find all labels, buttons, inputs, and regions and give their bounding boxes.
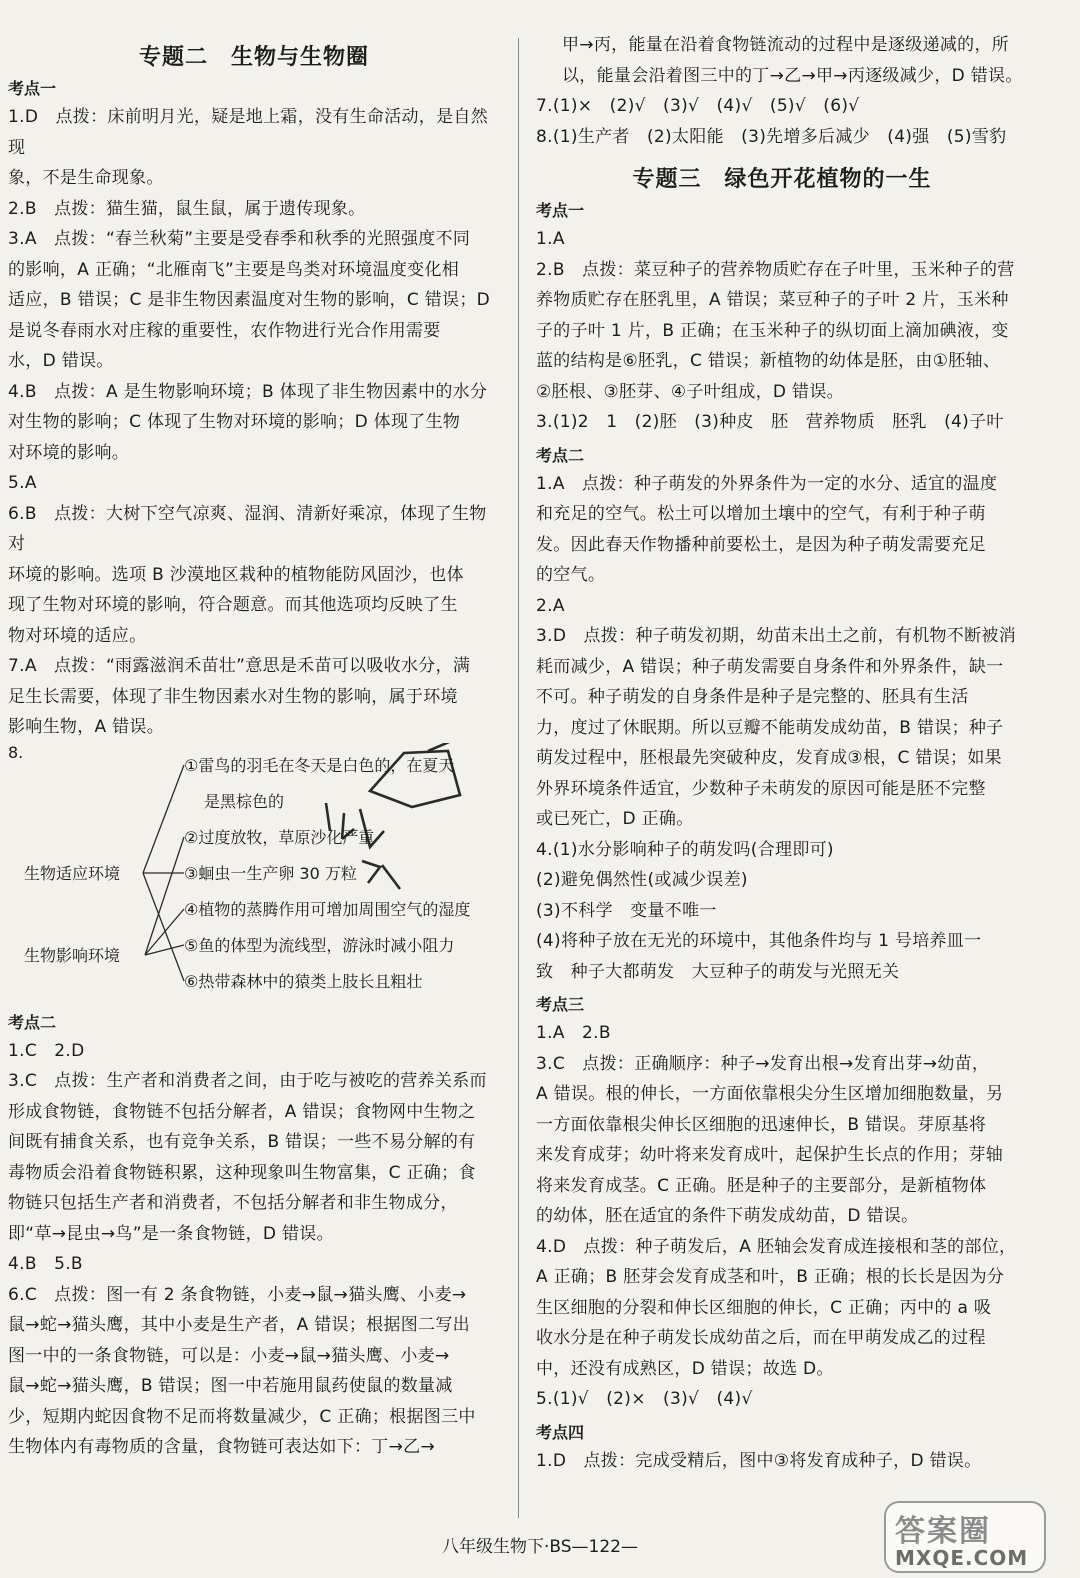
heading-kaodian-4: 考点四 (536, 1422, 585, 1442)
watermark-logo (855, 1500, 1055, 1575)
answer-line: 图一中的一条食物链，可以是：小麦→鼠→猫头鹰、小麦→ (8, 1345, 450, 1366)
heading-kaodian-2: 考点二 (8, 1012, 57, 1032)
answer-line: 少，短期内蛇因食物不足而将数量减少，C 正确；根据图三中 (8, 1406, 476, 1427)
watermark-text-top: 答案圈 (895, 1514, 991, 1549)
answer-line: 将来发育成茎。C 正确。胚是种子的主要部分，是新植物体 (536, 1175, 987, 1196)
answer-line: 5.(1)√ (2)× (3)√ (4)√ (536, 1389, 753, 1409)
answer-line: 以，能量会沿着图三中的丁→乙→甲→丙逐级减少，D 错误。 (562, 65, 1023, 86)
answer-line: 对环境的影响。 (8, 442, 130, 463)
q8-matching-diagram (8, 743, 500, 1005)
watermark-text-bottom: MXQE.COM (895, 1546, 1029, 1570)
page-footer: 八年级生物下·BS—122— (441, 1537, 638, 1557)
answer-line: 耗而减少，A 错误；种子萌发需要自身条件和外界条件，缺一 (536, 656, 1004, 677)
answer-line: ②胚根、③胚芽、④子叶组成，D 错误。 (536, 381, 844, 402)
answer-line: 收水分是在种子萌发长成幼苗之后，而在甲萌发成乙的过程 (536, 1328, 986, 1348)
answer-line: 形成食物链，食物链不包括分解者，A 错误；食物网中生物之 (8, 1101, 476, 1122)
answer-line: 1.A (536, 229, 565, 249)
answer-line: 2.B 点拨：猫生猫，鼠生鼠，属于遗传现象。 (8, 198, 366, 219)
answer-line: 物对环境的适应。 (8, 625, 147, 646)
answer-line: 中，还没有成熟区，D 错误；故选 D。 (536, 1358, 834, 1379)
answer-line: 物链只包括生产者和消费者，不包括分解者和非生物成分， (8, 1193, 458, 1213)
answer-line: 子的子叶 1 片，B 正确；在玉米种子的纵切面上滴加碘液，变 (536, 320, 1009, 341)
left-column (8, 30, 500, 1463)
answer-line: 养物质贮存在胚乳里，A 错误；菜豆种子的子叶 2 片，玉米种 (536, 290, 1009, 310)
answer-line: 蓝的结构是⑥胚乳，C 错误；新植物的幼体是胚，由①胚轴、 (536, 351, 1001, 371)
answer-line: (4)将种子放在无光的环境中，其他条件均与 1 号培养皿一 (536, 931, 982, 951)
answer-line: 是说冬春雨水对庄稼的重要性，农作物进行光合作用需要 (8, 320, 441, 341)
answer-line: 和充足的空气。松土可以增加土壤中的空气，有利于种子萌 (536, 504, 986, 524)
q8-item-1-cont: 是黑棕色的 (204, 791, 285, 811)
answer-line: 不可。种子萌发的自身条件是种子是完整的、胚具有生活 (536, 687, 969, 707)
answer-line: 1.D 点拨：床前明月光，疑是地上霜，没有生命活动，是自然现 (8, 107, 489, 158)
answer-line: 环境的影响。选项 B 沙漠地区栽种的植物能防风固沙，也体 (8, 564, 464, 585)
answer-line: 即“草→昆虫→鸟”是一条食物链，D 错误。 (8, 1223, 334, 1244)
answer-line: 外界环境条件适宜，少数种子未萌发的原因可能是胚不完整 (536, 778, 986, 799)
heading-kaodian-3: 考点三 (536, 995, 585, 1014)
answer-line: 发。因此春天作物播种前要松土，是因为种子萌发需要充足 (536, 534, 986, 555)
answer-line: 一方面依靠根尖伸长区细胞的迅速伸长，B 错误。芽原基将 (536, 1114, 987, 1135)
answer-line: 1.C 2.D (8, 1040, 85, 1061)
answer-line: 4.(1)水分影响种子的萌发吗(合理即可) (536, 839, 834, 860)
answer-line: 毒物质会沿着食物链积累，这种现象叫生物富集，C 正确；食 (8, 1162, 476, 1183)
answer-line: 6.B 点拨：大树下空气凉爽、湿润、清新好乘凉，体现了生物对 (8, 503, 487, 554)
right-column (536, 30, 1028, 1476)
answer-line: 足生长需要，体现了非生物因素水对生物的影响，属于环境 (8, 686, 458, 707)
answer-line: 8.(1)生产者 (2)太阳能 (3)先增多后减少 (4)强 (5)雪豹 (536, 126, 1007, 147)
answer-line: 6.C 点拨：图一有 2 条食物链，小麦→鼠→猫头鹰、小麦→ (8, 1284, 467, 1305)
answer-line: 1.A 2.B (536, 1023, 611, 1043)
answer-line: 7.(1)× (2)√ (3)√ (4)√ (5)√ (6)√ (536, 96, 860, 116)
answer-line: 适应，B 错误；C 是非生物因素温度对生物的影响，C 错误；D (8, 290, 491, 310)
answer-line: 的幼体，胚在适宜的条件下萌发成幼苗，D 错误。 (536, 1206, 919, 1226)
answer-line: 力，度过了休眠期。所以豆瓣不能萌发成幼苗，B 错误；种子 (536, 717, 1004, 738)
answer-line: 3.(1)2 1 (2)胚 (3)种皮 胚 营养物质 胚乳 (4)子叶 (536, 412, 1004, 432)
answer-line: 3.C 点拨：正确顺序：种子→发育出根→发育出芽→幼苗， (536, 1053, 990, 1074)
column-divider (518, 38, 519, 1518)
answer-line: (3)不科学 变量不唯一 (536, 900, 717, 921)
q8-item-2: ②过度放牧，草原沙化严重 (184, 827, 375, 847)
heading-kaodian-1: 考点一 (8, 79, 57, 98)
q8-category-adapt: 生物适应环境 (24, 863, 121, 883)
q8-item-5: ⑤鱼的体型为流线型，游泳时减小阻力 (184, 935, 455, 955)
answer-line: 的空气。 (536, 565, 606, 585)
answer-line: 5.A (8, 473, 37, 493)
answer-line: 水，D 错误。 (8, 351, 114, 371)
answer-line: 对生物的影响；C 体现了生物对环境的影响；D 体现了生物 (8, 412, 461, 432)
answer-line: 影响生物，A 错误。 (8, 717, 165, 737)
q8-category-affect: 生物影响环境 (24, 945, 121, 965)
answer-line: (2)避免偶然性(或减少误差) (536, 870, 748, 890)
answer-line: 2.B 点拨：菜豆种子的营养物质贮存在子叶里，玉米种子的营 (536, 259, 1015, 280)
answer-line: 间既有捕食关系，也有竞争关系，B 错误；一些不易分解的有 (8, 1132, 476, 1152)
section-title-3: 专题三 绿色开花植物的一生 (632, 166, 932, 192)
answer-line: 3.C 点拨：生产者和消费者之间，由于吃与被吃的营养关系而 (8, 1071, 487, 1091)
answer-line: 来发育成芽；幼叶将来发育成叶，起保护生长点的作用；芽轴 (536, 1145, 1004, 1165)
answer-line: 生物体内有毒物质的含量，食物链可表达如下：丁→乙→ (8, 1437, 435, 1457)
answer-line: 2.A (536, 595, 565, 616)
q8-number: 8. (8, 742, 24, 762)
q8-item-6: ⑥热带森林中的猿类上肢长且粗壮 (184, 971, 423, 991)
answer-line: 3.A 点拨：“春兰秋菊”主要是受春季和秋季的光照强度不同 (8, 229, 471, 249)
answer-line: 生区细胞的分裂和伸长区细胞的伸长，C 正确；丙中的 a 吸 (536, 1297, 992, 1318)
answer-line: 象，不是生命现象。 (8, 168, 164, 188)
answer-line: 萌发过程中，胚根最先突破种皮，发育成③根，C 错误；如果 (536, 748, 1002, 768)
answer-line: 鼠→蛇→猫头鹰，其中小麦是生产者，A 错误；根据图二写出 (8, 1315, 470, 1335)
answer-line: A 正确；B 胚芽会发育成茎和叶，B 正确；根的长长是因为分 (536, 1267, 1005, 1287)
answer-line: 7.A 点拨：“雨露滋润禾苗壮”意思是禾苗可以吸收水分，满 (8, 656, 471, 676)
answer-line: 4.B 点拨：A 是生物影响环境；B 体现了非生物因素中的水分 (8, 381, 488, 402)
answer-line: 或已死亡，D 正确。 (536, 809, 694, 829)
answer-line: 现了生物对环境的影响，符合题意。而其他选项均反映了生 (8, 595, 458, 615)
answer-line: 致 种子大都萌发 大豆种子的萌发与光照无关 (536, 961, 900, 982)
answer-line: 1.A 点拨：种子萌发的外界条件为一定的水分、适宜的温度 (536, 473, 998, 494)
answer-line: 的影响，A 正确；“北雁南飞”主要是鸟类对环境温度变化相 (8, 259, 460, 280)
heading-kaodian-2: 考点二 (536, 445, 585, 465)
answer-line: 4.B 5.B (8, 1254, 83, 1274)
heading-kaodian-1: 考点一 (536, 201, 585, 220)
answer-line: 鼠→蛇→猫头鹰，B 错误；图一中若施用鼠药使鼠的数量减 (8, 1376, 453, 1396)
answer-line: 4.D 点拨：种子萌发后，A 胚轴会发育成连接根和茎的部位， (536, 1236, 1017, 1257)
answer-line: 甲→丙，能量在沿着食物链流动的过程中是逐级递减的，所 (562, 35, 1010, 55)
q8-item-4: ④植物的蒸腾作用可增加周围空气的湿度 (184, 899, 471, 919)
answer-line: 1.D 点拨：完成受精后，图中③将发育成种子，D 错误。 (536, 1450, 982, 1471)
q8-item-1: ①雷鸟的羽毛在冬天是白色的，在夏天 (184, 755, 455, 775)
answer-line: 3.D 点拨：种子萌发初期，幼苗未出土之前，有机物不断被消 (536, 626, 1017, 646)
answer-line: A 错误。根的伸长，一方面依靠根尖分生区增加细胞数量，另 (536, 1084, 1004, 1104)
q8-item-3: ③蛔虫一生产卵 30 万粒 (184, 863, 357, 883)
section-title-2: 专题二 生物与生物圈 (138, 44, 369, 70)
